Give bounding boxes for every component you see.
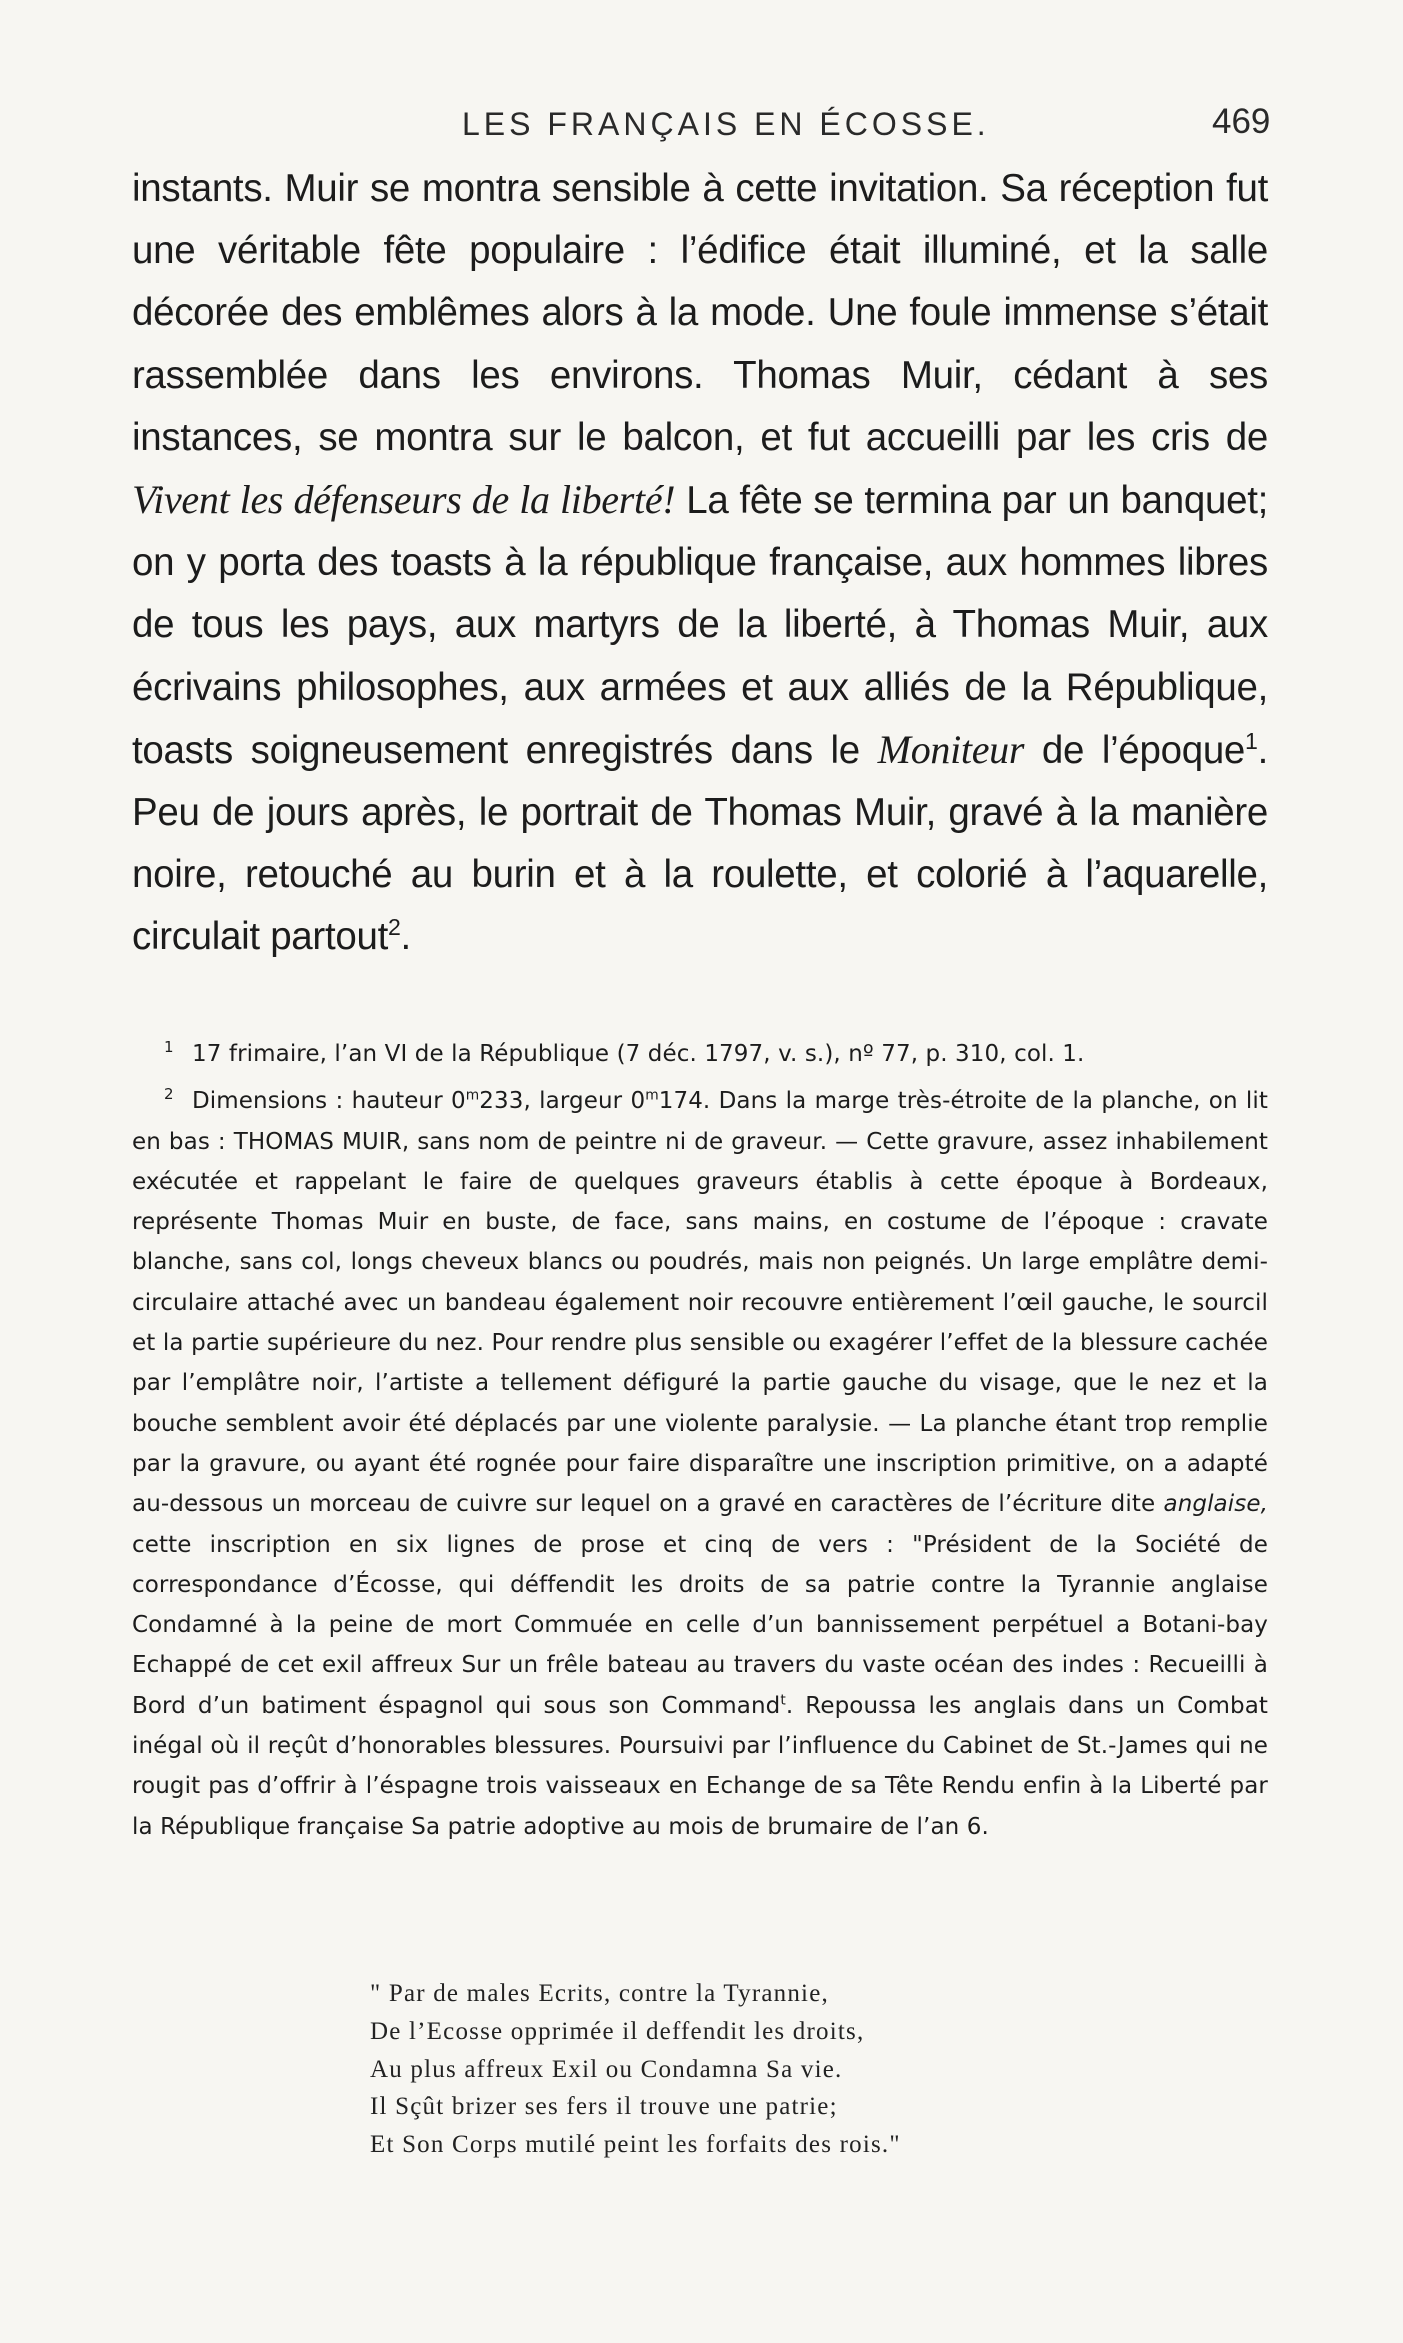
footnote-1	[132, 1027, 1268, 1074]
footnote-2-text-e: . Repoussa les anglais dans un Combat inégal où il reçût d’honorables blessures. Poursuivi par l’influence du Cabinet de St.-James qui ne rougit pas d’offrir à l’éspagne trois vaisseaux en Echange de sa Tête Rendu enfin à la Liberté par la République française Sa patrie adoptive au mois de brumaire de l’an 6.	[132, 1692, 1269, 1840]
body-text-4: . Peu de jours après, le portrait de Thomas Muir, gravé à la manière noire, retouché au burin et à la roulette, et colorié à l’aquarelle, circulait partout	[132, 728, 1268, 959]
footnote-2-italic: anglaise,	[1163, 1491, 1268, 1518]
footnote-2-text-d: cette inscription en six lignes de prose et cinq de vers : "Président de la Société de correspondance d’Écosse, qui déffendit les droits de sa patrie contre la Tyrannie anglaise Condamné à la peine de mort Commuée en celle d’un bannissement perpétuel a Botani-bay Echappé de cet exil affreux Sur un frêle bateau au travers du vaste océan des indes : Recueilli à Bord d’un batiment éspagnol qui sous son Command	[132, 1531, 1268, 1719]
footnotes	[132, 1027, 1268, 1847]
verse-line: " Par de males Ecrits, contre la Tyrannie,	[370, 1980, 829, 2007]
footnote-2-unit-1: m	[465, 1087, 480, 1104]
footnote-2-abbrev: t	[780, 1692, 786, 1709]
body-italic-moniteur: Moniteur	[877, 726, 1025, 772]
body-text-3: de l’époque	[1024, 728, 1246, 772]
footnote-2-mark: 2	[164, 1085, 174, 1104]
verse-line: De l’Ecosse opprimée il deffendit les droits,	[370, 2017, 865, 2045]
footnote-2-unit-2: m	[645, 1087, 659, 1104]
page-number: 469	[1212, 102, 1271, 141]
footnote-ref-1: 1	[1245, 728, 1258, 754]
body-text-1: instants. Muir se montra sensible à cette invitation. Sa réception fut une véritable fête populaire : l’édifice était illuminé, et la salle décorée des emblêmes alors à la mode. Une foule immense s’était rassemblée dans les environs. Thomas Muir, cédant à ses instances, se montra sur le balcon, et fut accueilli par les cris de	[132, 167, 1268, 459]
footnote-1-text: 17 frimaire, l’an VI de la République (7 déc. 1797, v. s.), nº 77, p. 310, col. 1.	[192, 1041, 1085, 1067]
footnote-2-text-b: 233, largeur 0	[479, 1088, 646, 1115]
body-italic-quote: Vivent les défenseurs de la liberté!	[132, 477, 676, 523]
running-title: LES FRANÇAIS EN ÉCOSSE.	[462, 106, 990, 142]
footnote-1-mark: 1	[164, 1038, 174, 1056]
verse-line: Au plus affreux Exil ou Condamna Sa vie.	[370, 2055, 843, 2083]
footnote-2	[132, 1074, 1268, 1847]
body-text-2: La fête se termina par un banquet; on y porta des toasts à la république française, aux hommes libres de tous les pays, aux martyrs de la liberté, à Thomas Muir, aux écrivains philosophes, aux armées et aux alliés de la République, toasts soigneusement enregistrés dans le	[132, 479, 1268, 772]
footnote-ref-2: 2	[387, 914, 401, 941]
body-text-5: .	[400, 915, 411, 959]
verse-line: Et Son Corps mutilé peint les forfaits des rois."	[370, 2131, 901, 2159]
footnote-2-text-a: Dimensions : hauteur 0	[192, 1088, 466, 1115]
verse-line: Il Sçût brizer ses fers il trouve une patrie;	[370, 2093, 838, 2121]
footnote-2-text-c: 174. Dans la marge très-étroite de la planche, on lit en bas : THOMAS MUIR, sans nom de peintre ni de graveur. — Cette gravure, assez inhabilement exécutée et rappelant le faire de quelques graveurs établis à cette époque à Bordeaux, représente Thomas Muir en buste, de face, sans mains, en costume de l’époque : cravate blanche, sans col, longs cheveux blancs ou poudrés, mais non peignés. Un large emplâtre demi-circulaire attaché avec un bandeau également noir recouvre entièrement l’œil gauche, le sourcil et la partie supérieure du nez. Pour rendre plus sensible ou exagérer l’effet de la blessure cachée par l’emplâtre noir, l’artiste a tellement défiguré la partie gauche du visage, que le nez et la bouche semblent avoir été déplacés par une violente paralysie. — La planche étant trop remplie par la gravure, ou ayant été rognée pour faire disparaître une inscription primitive, on a adapté au-dessous un morceau de cuivre sur lequel on a gravé en caractères de l’écriture dite	[132, 1088, 1268, 1518]
engraved-verse	[370, 1975, 901, 2164]
main-paragraph	[132, 158, 1268, 969]
